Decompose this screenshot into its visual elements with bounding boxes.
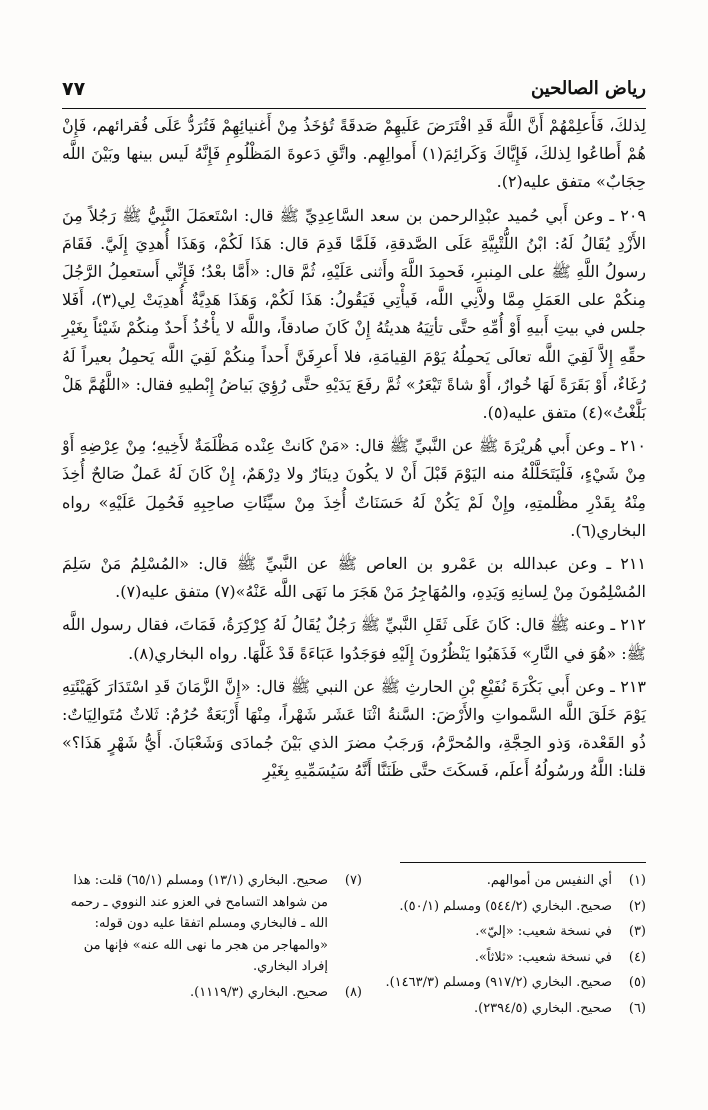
footnote (62, 870, 362, 978)
footnote-number: (٧) (344, 873, 362, 888)
footnote (346, 870, 646, 892)
footnote-text: صحيح. البخاري (٥٤٤/٢) ومسلم (٥٠/١). (399, 898, 612, 914)
footnote-text: صحيح. البخاري (٢٣٩٤/٥). (473, 1000, 612, 1016)
hadith-212: ٢١٢ ـ وعنه ﷺ قال: كَانَ عَلَى ثَقَلِ النَّبيِّ ﷺ رَجُلٌ يُقَالُ لَهُ كِرْكِرَةُ، فَمَاتَ، فقال رسول اللَّه ﷺ: «هُوَ في النَّارِ» فَذَهَبُوا يَنْظُرُونَ إِلَيْهِ فوَجَدُوا عَبَاءَةً قَدْ غَلَّهَا. رواه البخاري(٨). (62, 615, 646, 663)
footnote-number: (٤) (628, 949, 646, 965)
footnote-text: صحيح. البخاري (١٣/١) ومسلم (٦٥/١) قلت: هذا من شواهد التسامح في العزو عند النووي ـ رحمه الله ـ فالبخاري ومسلم اتفقا عليه دون قوله: «والمهاجر من هجر ما نهى الله عنه» فإنها من إفراد البخاري. (70, 873, 328, 974)
hadith-209: ٢٠٩ ـ وعن أَبي حُميد عبْدِالرحمن بن سعد السَّاعِدِيِّ ﷺ قال: اسْتَعمَلَ النَّبِيُّ ﷺ رَجُلاً مِنَ الأَزْدِ يُقَالُ لَهُ: ابْنُ اللُّتْبِيَّةِ عَلَى الصَّدقةِ، فَلَمَّا قَدِمَ قال: هَذَا لَكُمْ، وَهَذَا أُهدِيَ إِلَيَّ. فَقَامَ رسولُ اللَّهِ ﷺ على المِنبرِ، فَحمِدَ اللَّهَ وأَثنى عَلَيْهِ، ثُمَّ قال: «أَمَّا بعْدُ؛ فَإِنِّي أَستعمِلُ الرَّجُلَ مِنكُمْ على العَمَلِ مِمَّا ولاَّنِي اللَّه، فَيأْتِي فَيَقُولُ: هَذَا لَكُمْ، وَهَذَا هَدِيَّةٌ أُهدِيَتْ لِي(٣)، أَفَلا جلس في بيتِ أَبيهِ أَوْ أُمِّهِ حتَّى تأتِيَهُ هديتُهُ إِنْ كَانَ صادقاً، واللَّه لا يأْخُذُ أَحدٌ مِنكُمْ شَيْئاً بِغَيْرِ حقِّهِ إِلاَّ لَقِيَ اللَّه تعالَى يَحمِلُهُ يَوْمَ القِيامَةِ، فلا أَعرِفَنَّ أَحداً مِنكُمْ لَقِيَ اللَّه يَحمِلُ بعيراً لَهُ رُغَاءٌ، أَوْ بَقَرَةً لَهَا خُوارٌ، أَوْ شاةً تَيْعَرُ» ثُمَّ رفَعَ يَدَيْهِ حتَّى رُؤِيَ بَياضُ إِبْطيهِ فقال: «اللَّهُمَّ هَلْ بَلَّغْتُ»(٤) متفق عليه(٥). (62, 205, 647, 423)
footnote-number: (٢) (628, 898, 646, 914)
paragraph-continuation: لِذلكَ، فَأَعلِمْهُمْ أَنَّ اللَّهَ قَدِ افْتَرَضَ عَلَيهِمْ صَدقَةً تُؤخَذُ مِنْ أَغنيائِهِمْ فَتُرَدُّ عَلَى فُقرائهم، فَإِنْ هُمْ أَطاعُوا لِذلكَ، فَإِيَّاكَ وَكَرائِمَ(١) أَموالِهِم. واتَّقِ دَعوةَ المَظْلُومِ فَإِنَّهُ لَيس بينها وبَيْنَ اللَّه حِجَابٌ» متفق عليه(٢). (62, 116, 646, 192)
footnote-text: صحيح. البخاري (٩١٧/٢) ومسلم (١٤٦٣/٣). (385, 975, 612, 990)
footnote-text: في نسخة شعيب: «ثلاثاً». (474, 949, 612, 965)
main-text (62, 112, 646, 872)
page-header (62, 78, 646, 109)
footnotes (62, 870, 646, 1070)
footnote-text: أي النفيس من أموالهم. (486, 873, 612, 888)
hadith-213: ٢١٣ ـ وعن أَبي بَكْرَةَ نُفَيْعِ بْنِ الحارثِ ﷺ عن النبي ﷺ قال: «إِنَّ الزَّمَانَ قَدِ اسْتَدَارَ كَهَيْئَتِهِ يَوْمَ خَلَقَ اللَّه السَّمواتِ والأَرْضَ: السَّنةُ اثْنَا عَشَر شَهْراً، مِنْهَا أَرْبَعَةٌ حُرُمٌ: ثَلاثٌ مُتَوالِيَاتٌ: ذُو القَعْدة، وَذو الحِجَّةِ، والمُحرَّمُ، وَرجَبُ مضرَ الذي بَيْنَ جُمادَى وَشَعْبَانَ. أَيُّ شَهْرٍ هَذَا؟» قلنا: اللَّهُ ورسُولُهُ أَعلَم، فَسكَتَ حتَّى ظَنَنَّا أَنَّهُ سَيُسَمِّيهِ بِغَيْرِ (62, 676, 646, 781)
footnote-number: (٨) (344, 984, 362, 1000)
footnotes-right-column (346, 870, 646, 1023)
footnote-number: (٣) (628, 924, 646, 939)
footnote (346, 947, 646, 969)
footnote (62, 982, 362, 1004)
footnote (346, 998, 646, 1020)
footnote-text: في نسخة شعيب: «إليّ». (475, 924, 612, 939)
hadith-210: ٢١٠ ـ وعن أَبي هُريْرَةَ ﷺ عن النَّبيِّ ﷺ قال: «مَنْ كَانتْ عِنْده مَظْلَمَةٌ لأَخِيهِ؛ مِنْ عِرْضِهِ أَوْ مِنْ شَيْءٍ، فَلْيَتَحَلَّلْهُ منه اليَوْمَ قَبْلَ أَنْ لا يكُونَ دِينَارٌ ولا دِرْهَمٌ، إِنْ كَانَ لَهُ عَملٌ صَالحٌ أُخِذَ مِنْهُ بِقَدْرِ مظْلمتِهِ، وإِنْ لَمْ يَكُنْ لَهُ حَسَنَاتٌ أُخِذَ مِنْ سيِّئَاتِ صاحِبِهِ فَحُمِلَ عَلَيْهِ» رواه البخاري(٦). (62, 436, 646, 540)
footnote-text: صحيح. البخاري (١١١٩/٣). (189, 984, 328, 1000)
footnote-separator (400, 862, 646, 863)
footnote (346, 921, 646, 943)
hadith-211: ٢١١ ـ وعن عبدالله بن عَمْرو بن العاص ﷺ عن النَّبيِّ ﷺ قال: «المُسْلِمُ مَنْ سَلِمَ المُسْلِمُونَ مِنْ لِسانِهِ وَيَدِهِ، والمُهَاجِرُ مَنْ هَجَرَ ما نَهَى اللَّه عَنْهُ»(٧) متفق عليه(٧). (62, 554, 646, 602)
page-number: ٧٧ (62, 78, 86, 100)
footnote-number: (٦) (628, 1000, 646, 1016)
running-title: رياض الصالحين (530, 78, 646, 99)
footnote-number: (١) (628, 873, 646, 888)
footnote (346, 896, 646, 918)
footnotes-left-column (62, 870, 362, 1007)
footnote (346, 972, 646, 994)
footnote-number: (٥) (628, 975, 646, 990)
